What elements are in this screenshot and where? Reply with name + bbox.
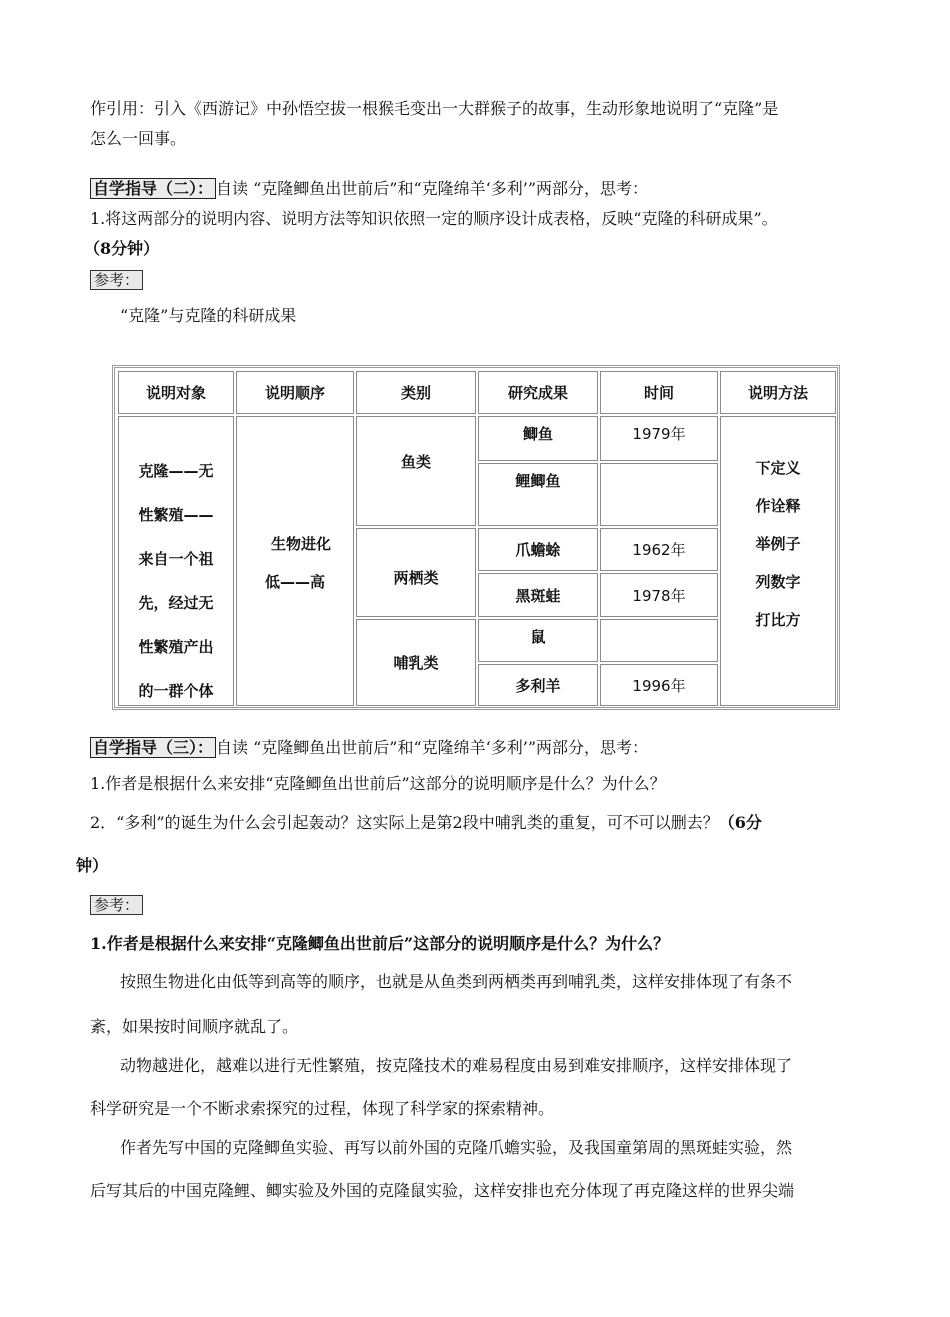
method-line: 举例子 [755,535,801,553]
table-header: 说明对象 [118,371,234,414]
object-line: 性繁殖—— [138,506,214,524]
guide-2-reference [90,269,143,291]
guide-3-label: 自学指导（三）： [90,737,216,758]
result-cell: 鲤鲫鱼 [478,463,598,526]
time-cell [600,619,718,662]
guide-2-heading [90,178,648,200]
order-cell [236,416,354,706]
time-cell: 1996年 [600,664,718,706]
reference-label: 参考： [90,270,143,290]
question-2-time: （6分 [718,813,762,832]
time-cell: 1978年 [600,573,718,617]
guide-3-question-1: 1.作者是根据什么来安排“克隆鲫鱼出世前后”这部分的说明顺序是什么？为什么？ [90,774,666,793]
guide-2-time: （8分钟） [84,239,160,258]
table-header: 研究成果 [478,371,598,414]
order-line: 生物进化 [270,535,331,553]
object-cell [118,416,234,706]
table-header: 说明顺序 [236,371,354,414]
answer-title: 1.作者是根据什么来安排“克隆鲫鱼出世前后”这部分的说明顺序是什么？为什么？ [90,934,670,953]
guide-3-question-2 [90,812,762,834]
answer-paragraph-2-cont: 科学研究是一个不断求索探究的过程，体现了科学家的探索精神。 [90,1099,555,1118]
result-cell: 鼠 [478,619,598,662]
intro-line-1: 作引用：引入《西游记》中孙悟空拔一根猴毛变出一大群猴子的故事，生动形象地说明了“克隆”是 [90,99,779,118]
guide-2-question-1: 1.将这两部分的说明内容、说明方法等知识依照一定的顺序设计成表格，反映“克隆的科研成果”。 [90,209,778,228]
result-cell: 鲫鱼 [478,416,598,461]
guide-3-time-end: 钟） [76,856,109,875]
table-header: 说明方法 [720,371,836,414]
category-cell: 两栖类 [356,528,476,617]
question-2-text: 2．“多利”的诞生为什么会引起轰动？这实际上是第2段中哺乳类的重复，可不可以删去？ [90,813,719,832]
reference-label: 参考： [90,895,143,915]
result-cell: 爪蟾蜍 [478,528,598,571]
answer-paragraph-2: 动物越进化，越难以进行无性繁殖，按克隆技术的难易程度由易到难安排顺序，这样安排体现了 [120,1056,793,1075]
intro-line-2: 怎么一回事。 [90,129,187,148]
object-line: 先，经过无 [138,594,214,612]
category-cell: 鱼类 [356,416,476,526]
guide-2-text: 自读 “克隆鲫鱼出世前后”和“克隆绵羊‘多利’”两部分，思考： [216,179,648,198]
answer-paragraph-1-cont: 紊，如果按时间顺序就乱了。 [90,1017,299,1036]
table-header: 时间 [600,371,718,414]
object-line: 来自一个祖 [138,550,214,568]
answer-paragraph-3-cont: 后写其后的中国克隆鲤、鲫实验及外国的克隆鼠实验，这样安排也充分体现了再克隆这样的世界尖端 [90,1181,795,1200]
guide-2-label: 自学指导（二）： [90,178,216,199]
order-line: 低——高 [264,573,325,591]
guide-3-reference [90,894,143,916]
time-cell [600,463,718,526]
answer-paragraph-1: 按照生物进化由低等到高等的顺序，也就是从鱼类到两栖类再到哺乳类，这样安排体现了有条不 [120,972,793,991]
research-results-table [112,365,840,710]
method-line: 作诠释 [755,497,801,515]
method-line: 列数字 [755,573,801,591]
time-cell: 1979年 [600,416,718,461]
method-line: 打比方 [755,611,801,629]
result-cell: 黑斑蛙 [478,573,598,617]
object-line: 克隆——无 [138,462,214,480]
guide-3-text: 自读 “克隆鲫鱼出世前后”和“克隆绵羊‘多利’”两部分，思考： [216,738,648,757]
method-line: 下定义 [755,459,801,477]
guide-3-heading [90,737,648,759]
object-line: 的一群个体 [138,682,214,700]
time-cell: 1962年 [600,528,718,571]
result-cell: 多利羊 [478,664,598,706]
object-line: 性繁殖产出 [138,638,214,656]
table-title: “克隆”与克隆的科研成果 [120,306,297,325]
answer-paragraph-3: 作者先写中国的克隆鲫鱼实验、再写以前外国的克隆爪蟾实验，及我国童第周的黑斑蛙实验，然 [120,1138,793,1157]
table-header: 类别 [356,371,476,414]
category-cell: 哺乳类 [356,619,476,706]
method-cell [720,416,836,706]
